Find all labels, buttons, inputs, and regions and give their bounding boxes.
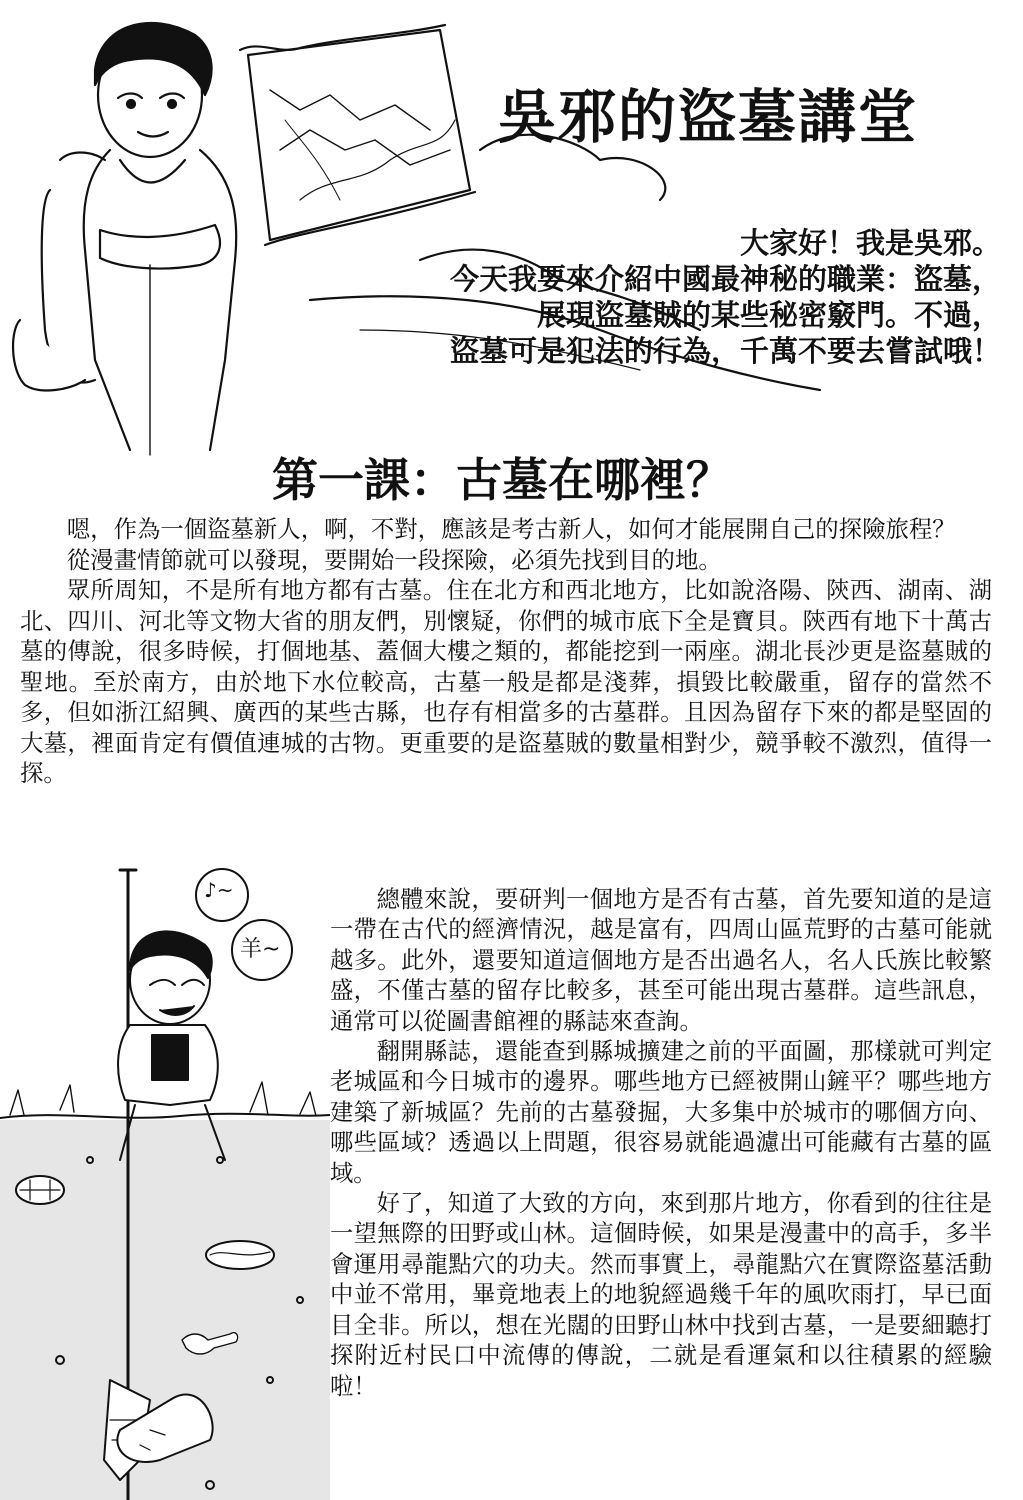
map-outline: [248, 30, 470, 240]
speech-note: ♪~: [204, 878, 234, 902]
lesson-title: 第一課：古墓在哪裡？: [272, 453, 732, 507]
greeting-line: 盜墓可是犯法的行為，千萬不要去嘗試哦！: [449, 334, 1001, 368]
main-text: [330, 885, 992, 1402]
boy-probing-ground-illustration: [0, 860, 330, 1500]
greeting-block: [241, 225, 1001, 369]
greeting-line: 今天我要來介紹中國最神秘的職業：盜墓，: [449, 262, 1001, 296]
intro-text: [20, 514, 992, 789]
greeting-line: 展現盜墓賊的某些秘密竅門。不過，: [536, 298, 1001, 332]
paragraph: 嗯，作為一個盜墓新人，啊，不對，應該是考古新人，如何才能展開自己的探險旅程？: [66, 515, 956, 543]
paragraph: 總體來說，要研判一個地方是否有古墓，首先要知道的是這一帶在古代的經濟情況，越是富有，四周山區荒野的古墓可能就越多。此外，還要知道這個地方是否出過名人，名人氏族比較繁盛，不僅古墓的留存比較多，甚至可能出現古墓群。這些訊息，通常可以從圖書館裡的縣誌來查詢。: [330, 886, 992, 1035]
greeting-line: 大家好！我是吳邪。: [739, 226, 1001, 260]
paragraph: 翻開縣誌，還能查到縣城擴建之前的平面圖，那樣就可判定老城區和今日城市的邊界。哪些地方已經被開山鏟平？哪些地方建築了新城區？先前的古墓發掘，大多集中於城市的哪個方向、哪些區域？透過以上問題，很容易就能過濾出可能藏有古墓的區域。: [330, 1038, 992, 1187]
page-title: 吳邪的盜墓講堂: [498, 83, 919, 151]
paragraph: 從漫畫情節就可以發現，要開始一段探險，必須先找到目的地。: [66, 545, 722, 574]
paragraph: 眾所周知，不是所有地方都有古墓。住在北方和西北地方，比如說洛陽、陝西、湖南、湖北、四川、河北等文物大省的朋友們，別懷疑，你們的城市底下全是寶貝。陝西有地下十萬古墓的傳說，很多時候，打個地基、蓋個大樓之類的，都能挖到一兩座。湖北長沙更是盜墓賊的聖地。至於南方，由於地下水位較高，古墓一般是都是淺葬，損毀比較嚴重，留存的當然不多，但如浙江紹興、廣西的某些古縣，也存有相當多的古墓群。且因為留存下來的都是堅固的大墓，裡面肯定有價值連城的古物。更重要的是盜墓賊的數量相對少，競爭較不激烈，值得一探。: [20, 576, 992, 787]
speech-sound: 羊~: [240, 937, 281, 962]
paragraph: 好了，知道了大致的方向，來到那片地方，你看到的往往是一望無際的田野或山林。這個時候，如果是漫畫中的高手，多半會運用尋龍點穴的功夫。然而事實上，尋龍點穴在實際盜墓活動中並不常用，畢竟地表上的地貌經過幾千年的風吹雨打，早已面目全非。所以，想在光闊的田野山林中找到古墓，一是要細聽打探附近村民口中流傳的傳說，二就是看運氣和以往積累的經驗啦！: [330, 1190, 992, 1400]
